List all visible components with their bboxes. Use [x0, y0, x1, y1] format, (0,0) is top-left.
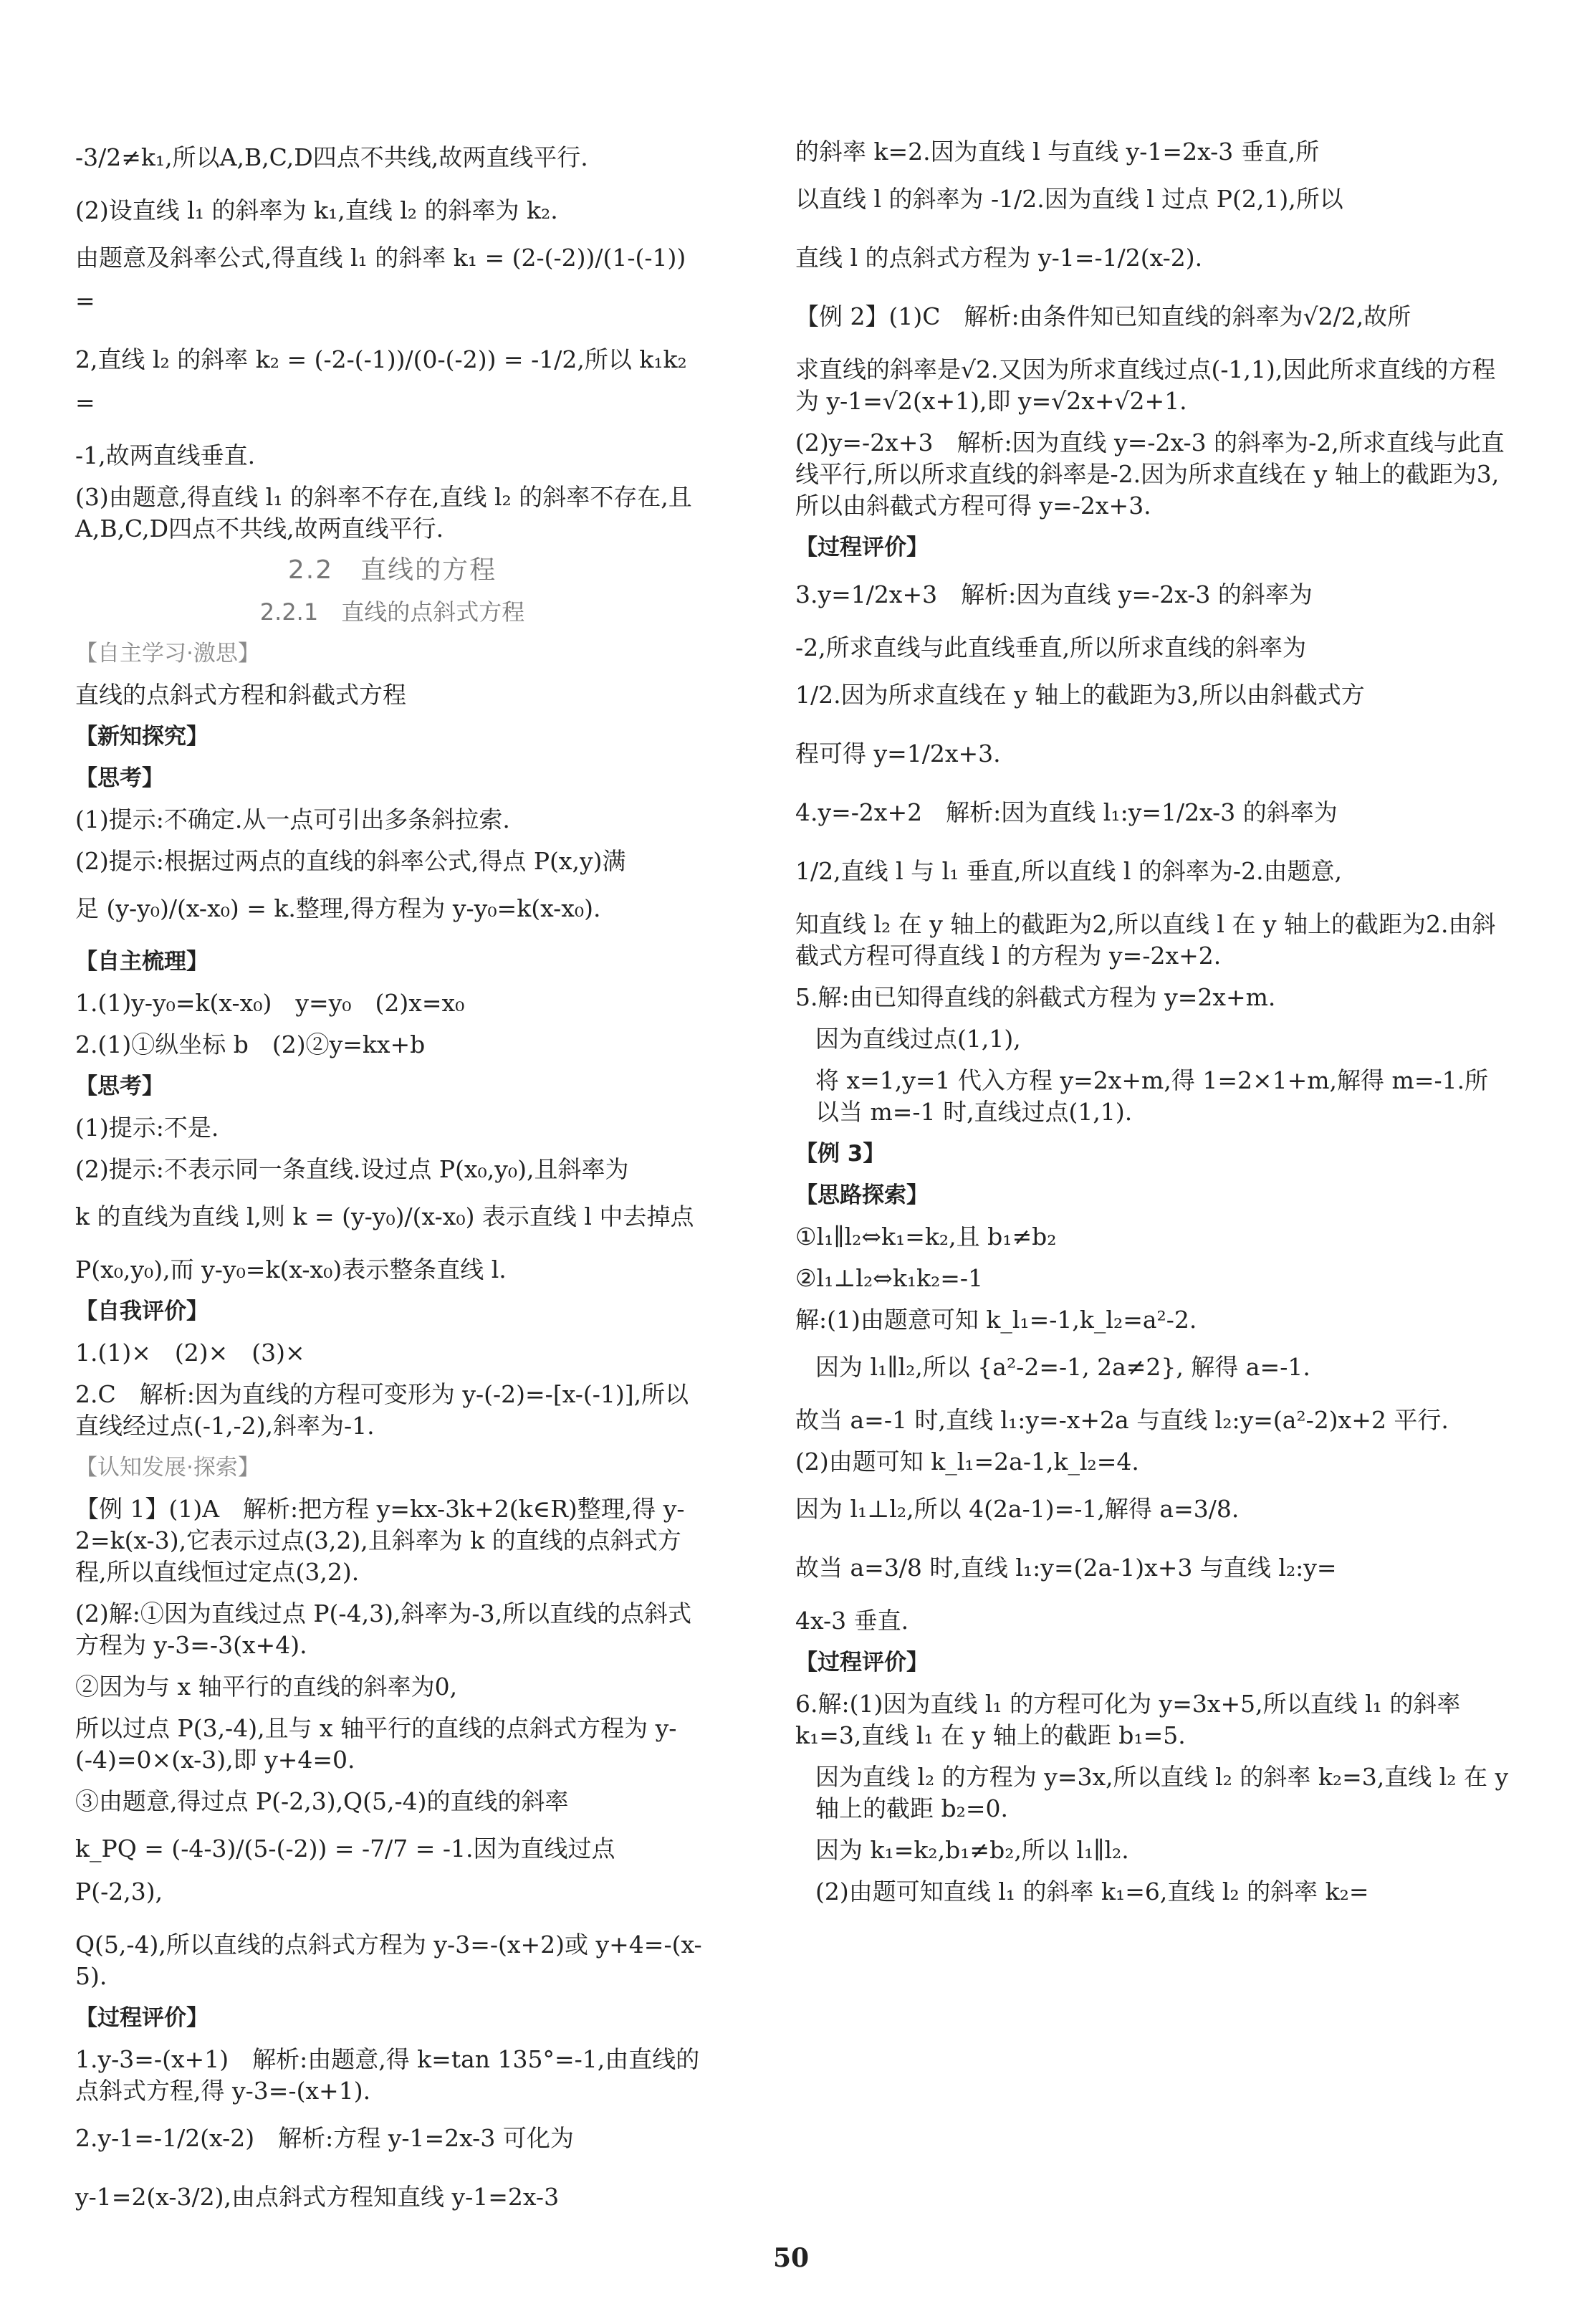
left-line: (2)解:①因为直线过点 P(-4,3),斜率为-3,所以直线的点斜式方程为 y-3=-3(x+4).: [75, 1599, 692, 1659]
right-line: 5.解:由已知得直线的斜截式方程为 y=2x+m.: [795, 983, 1276, 1011]
right-column: [795, 136, 1512, 1918]
left-line: 【自主梳理】: [75, 949, 208, 975]
right-line: 4x-3 垂直.: [795, 1607, 909, 1635]
left-line: 1.(1)× (2)× (3)×: [75, 1339, 305, 1367]
left-line: 【认知发展·探索】: [75, 1455, 260, 1481]
left-line: k 的直线为直线 l,则 k = (y-y₀)/(x-x₀) 表示直线 l 中去掉点: [75, 1202, 694, 1230]
left-line: 2.C 解析:因为直线的方程可变形为 y-(-2)=-[x-(-1)],所以直线经过点(-1,-2),斜率为-1.: [75, 1380, 689, 1440]
right-line: 【过程评价】: [795, 535, 929, 560]
right-line: 6.解:(1)因为直线 l₁ 的方程可化为 y=3x+5,所以直线 l₁ 的斜率 k₁=3,直线 l₁ 在 y 轴上的截距 b₁=5.: [795, 1690, 1461, 1749]
right-line: 【例 3】: [795, 1141, 886, 1167]
left-line: (2)设直线 l₁ 的斜率为 k₁,直线 l₂ 的斜率为 k₂.: [75, 196, 558, 224]
left-line: 【新知探究】: [75, 724, 208, 750]
right-line: -2,所求直线与此直线垂直,所以所求直线的斜率为: [795, 633, 1307, 661]
right-line: 直线 l 的点斜式方程为 y-1=-1/2(x-2).: [795, 244, 1203, 272]
left-line: 2.(1)①纵坐标 b (2)②y=kx+b: [75, 1031, 426, 1058]
right-line: 因为 k₁=k₂,b₁≠b₂,所以 l₁∥l₂.: [815, 1836, 1129, 1864]
left-line: 【思考】: [75, 765, 164, 791]
left-line: 2.2 直线的方程: [287, 555, 497, 585]
left-line: 2,直线 l₂ 的斜率 k₂ = (-2-(-1))/(0-(-2)) = -1/2,所以 k₁k₂ =: [75, 345, 687, 416]
right-line: (2)由题可知 k_l₁=2a-1,k_l₂=4.: [795, 1448, 1139, 1476]
left-line: (1)提示:不是.: [75, 1114, 219, 1142]
right-line: (2)y=-2x+3 解析:因为直线 y=-2x-3 的斜率为-2,所求直线与此直线平行,所以所求直线的斜率是-2.因为所求直线在 y 轴上的截距为3,所以由斜截式方程可得 y=-2x+3.: [795, 429, 1505, 520]
left-line: Q(5,-4),所以直线的点斜式方程为 y-3=-(x+2)或 y+4=-(x-5).: [75, 1931, 702, 1990]
left-line: 1.y-3=-(x+1) 解析:由题意,得 k=tan 135°=-1,由直线的点斜式方程,得 y-3=-(x+1).: [75, 2045, 700, 2105]
right-line: 1/2.因为所求直线在 y 轴上的截距为3,所以由斜截式方: [795, 681, 1365, 709]
right-line: ①l₁∥l₂⇔k₁=k₂,且 b₁≠b₂: [795, 1223, 1057, 1251]
right-line: 故当 a=3/8 时,直线 l₁:y=(2a-1)x+3 与直线 l₂:y=: [795, 1554, 1337, 1582]
left-column: [75, 136, 709, 2234]
right-line: 【例 2】(1)C 解析:由条件知已知直线的斜率为√2/2,故所: [795, 302, 1411, 330]
right-line: ②l₁⊥l₂⇔k₁k₂=-1: [795, 1264, 984, 1292]
right-line: 求直线的斜率是√2.又因为所求直线过点(-1,1),因此所求直线的方程为 y-1=√2(x+1),即 y=√2x+√2+1.: [795, 355, 1496, 415]
right-line: 因为 l₁∥l₂,所以 {a²-2=-1, 2a≠2}, 解得 a=-1.: [815, 1353, 1310, 1381]
left-line: ②因为与 x 轴平行的直线的斜率为0,: [75, 1673, 458, 1701]
right-line: 将 x=1,y=1 代入方程 y=2x+m,得 1=2×1+m,解得 m=-1.所以当 m=-1 时,直线过点(1,1).: [815, 1066, 1489, 1126]
left-line: (3)由题意,得直线 l₁ 的斜率不存在,直线 l₂ 的斜率不存在,且A,B,C,D四点不共线,故两直线平行.: [75, 483, 692, 542]
left-line: 【自主学习·激思】: [75, 641, 260, 666]
left-line: (2)提示:根据过两点的直线的斜率公式,得点 P(x,y)满: [75, 847, 626, 875]
right-line: 因为直线过点(1,1),: [815, 1025, 1021, 1053]
page-number: 50: [772, 2243, 810, 2273]
left-line: 足 (y-y₀)/(x-x₀) = k.整理,得方程为 y-y₀=k(x-x₀).: [75, 894, 601, 922]
left-line: 直线的点斜式方程和斜截式方程: [75, 681, 406, 709]
right-line: 4.y=-2x+2 解析:因为直线 l₁:y=1/2x-3 的斜率为: [795, 798, 1338, 826]
left-line: ③由题意,得过点 P(-2,3),Q(5,-4)的直线的斜率: [75, 1787, 569, 1815]
right-line: 知直线 l₂ 在 y 轴上的截距为2,所以直线 l 在 y 轴上的截距为2.由斜截式方程可得直线 l 的方程为 y=-2x+2.: [795, 910, 1496, 970]
left-line: -1,故两直线垂直.: [75, 441, 256, 469]
left-line: 2.y-1=-1/2(x-2) 解析:方程 y-1=2x-3 可化为: [75, 2124, 574, 2152]
left-line: k_PQ = (-4-3)/(5-(-2)) = -7/7 = -1.因为直线过点 P(-2,3),: [75, 1835, 615, 1905]
left-line: 【例 1】(1)A 解析:把方程 y=kx-3k+2(k∈R)整理,得 y-2=k(x-3),它表示过点(3,2),且斜率为 k 的直线的点斜式方程,所以直线恒过定点(3,2).: [75, 1495, 685, 1586]
right-line: 1/2,直线 l 与 l₁ 垂直,所以直线 l 的斜率为-2.由题意,: [795, 857, 1343, 885]
left-line: (1)提示:不确定.从一点可引出多条斜拉索.: [75, 805, 510, 833]
right-line: 故当 a=-1 时,直线 l₁:y=-x+2a 与直线 l₂:y=(a²-2)x+2 平行.: [795, 1406, 1449, 1434]
left-line: 1.(1)y-y₀=k(x-x₀) y=y₀ (2)x=x₀: [75, 989, 465, 1017]
left-line: 所以过点 P(3,-4),且与 x 轴平行的直线的点斜式方程为 y-(-4)=0×(x-3),即 y+4=0.: [75, 1714, 677, 1774]
right-line: 解:(1)由题意可知 k_l₁=-1,k_l₂=a²-2.: [795, 1306, 1197, 1334]
right-line: 以直线 l 的斜率为 -1/2.因为直线 l 过点 P(2,1),所以: [795, 185, 1343, 213]
right-line: 的斜率 k=2.因为直线 l 与直线 y-1=2x-3 垂直,所: [795, 138, 1320, 166]
right-line: 因为 l₁⊥l₂,所以 4(2a-1)=-1,解得 a=3/8.: [795, 1495, 1240, 1523]
right-line: 程可得 y=1/2x+3.: [795, 740, 1001, 768]
right-line: 【过程评价】: [795, 1650, 929, 1675]
left-line: P(x₀,y₀),而 y-y₀=k(x-x₀)表示整条直线 l.: [75, 1256, 507, 1283]
right-line: 3.y=1/2x+3 解析:因为直线 y=-2x-3 的斜率为: [795, 580, 1313, 608]
left-line: 2.2.1 直线的点斜式方程: [259, 598, 525, 626]
left-line: -3/2≠k₁,所以A,B,C,D四点不共线,故两直线平行.: [75, 143, 588, 171]
right-line: 因为直线 l₂ 的方程为 y=3x,所以直线 l₂ 的斜率 k₂=3,直线 l₂ 在 y 轴上的截距 b₂=0.: [815, 1763, 1509, 1822]
left-line: 【自我评价】: [75, 1299, 208, 1324]
right-line: (2)由题可知直线 l₁ 的斜率 k₁=6,直线 l₂ 的斜率 k₂=: [815, 1878, 1369, 1905]
right-line: 【思路探索】: [795, 1182, 929, 1208]
left-line: 【过程评价】: [75, 2005, 208, 2031]
left-line: y-1=2(x-3/2),由点斜式方程知直线 y-1=2x-3: [75, 2183, 560, 2211]
left-line: (2)提示:不表示同一条直线.设过点 P(x₀,y₀),且斜率为: [75, 1155, 629, 1183]
left-line: 由题意及斜率公式,得直线 l₁ 的斜率 k₁ = (2-(-2))/(1-(-1)) =: [75, 244, 686, 315]
left-line: 【思考】: [75, 1073, 164, 1099]
